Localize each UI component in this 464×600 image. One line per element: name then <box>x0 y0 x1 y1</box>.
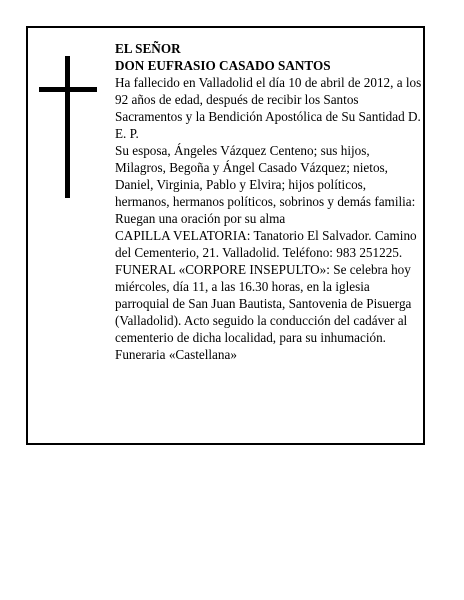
prayer-request: Ruegan una oración por su alma <box>115 211 286 226</box>
cross-horizontal-bar <box>39 87 97 92</box>
chapel-info: CAPILLA VELATORIA: Tanatorio El Salvador. Camino del Cementerio, 21. Valladolid. Teléfono: 983 251225. <box>115 228 417 260</box>
obituary-notice <box>26 26 425 445</box>
death-announcement: Ha fallecido en Valladolid el día 10 de abril de 2012, a los 92 años de edad, después de recibir los Santos Sacramentos y la Bendición Apostólica de Su Santidad D. E. P. <box>115 75 422 141</box>
deceased-name: DON EUFRASIO CASADO SANTOS <box>115 58 331 73</box>
funeral-home: Funeraria «Castellana» <box>115 347 237 362</box>
cross-vertical-bar <box>65 56 70 198</box>
family-list: Su esposa, Ángeles Vázquez Centeno; sus hijos, Milagros, Begoña y Ángel Casado Vázquez; nietos, Daniel, Virginia, Pablo y Elvira; hijos políticos, hermanos, hermanos políticos, sobrinos y demás familia: <box>115 143 416 209</box>
funeral-info: FUNERAL «CORPORE INSEPULTO»: Se celebra hoy miércoles, día 11, a las 16.30 horas, en la iglesia parroquial de San Juan Bautista, Santovenia de Pisuerga (Valladolid). Acto seguido la conducción del cadáver al cementerio de dicha localidad, para su inhumación. <box>115 262 412 345</box>
notice-heading-title: EL SEÑOR <box>115 41 181 56</box>
cross-icon <box>39 56 97 198</box>
notice-body <box>115 40 423 363</box>
